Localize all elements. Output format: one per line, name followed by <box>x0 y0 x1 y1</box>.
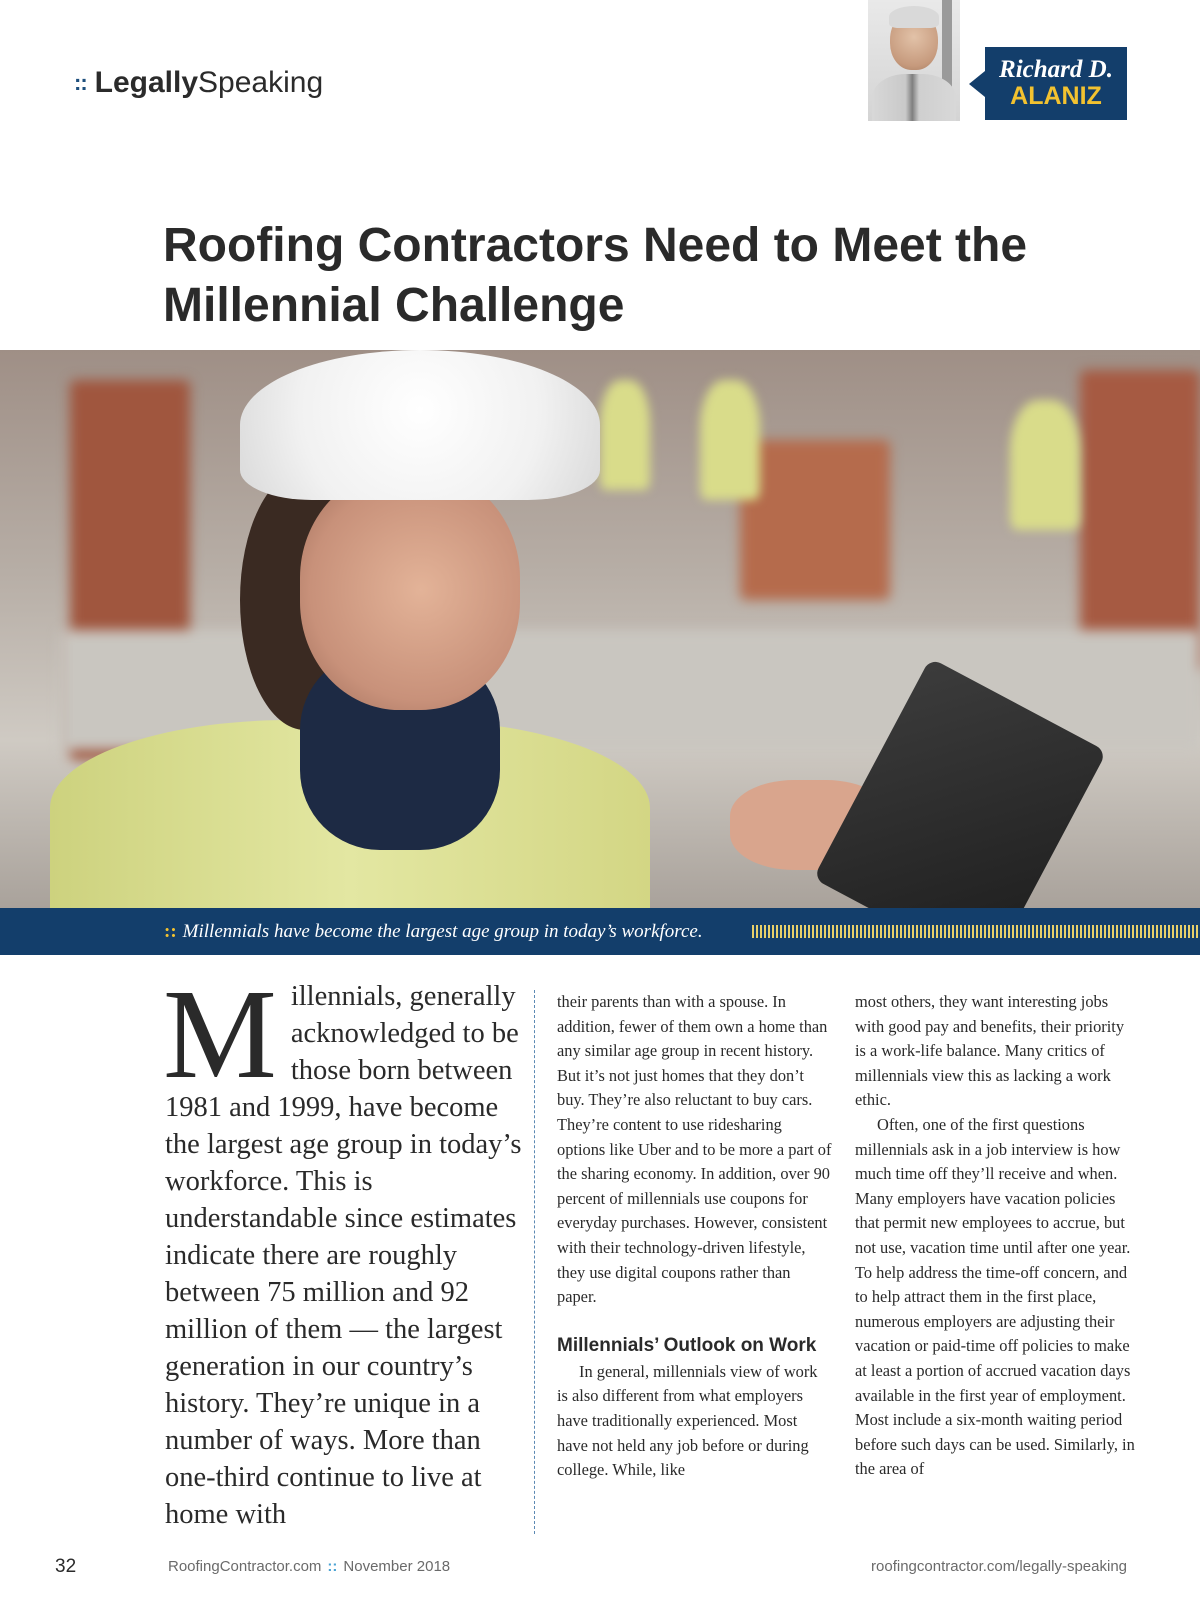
body-column-3 <box>855 990 1135 1482</box>
footer-dots-icon: :: <box>327 1558 338 1575</box>
paragraph: their parents than with a spouse. In addition, fewer of them own a home than any similar age group in recent history. But it’s not just homes that they don’t buy. They’re also reluctant to buy cars. They’re content to use ridesharing options like Uber and to be more a part of the sharing economy. In addition, over 90 percent of millennials use coupons for everyday purchases. However, consistent with their technology-driven lifestyle, they use digital coupons rather than paper. <box>557 992 832 1307</box>
photo-caption <box>164 921 703 943</box>
page-number: 32 <box>55 1556 77 1577</box>
column-divider <box>534 990 535 1534</box>
photo-caption-text: Millennials have become the largest age group in today’s workforce. <box>182 920 703 942</box>
author-last-name: ALANIZ <box>1010 82 1102 110</box>
paragraph: most others, they want interesting jobs with good pay and benefits, their priority is a work-life balance. Many critics of millennials view this as lacking a work ethic. <box>855 992 1125 1110</box>
intro-text: illennials, generally acknowledged to be those born between 1981 and 1999, have become the largest age group in today’s workforce. This is understandable since estimates indicate there are roughly between 75 million and 92 million of them — the largest generation in our country’s history. They’re unique in a number of ways. More than one-third continue to live at home with <box>165 981 522 1530</box>
caption-stripe-decoration <box>752 925 1200 938</box>
section-dots-icon: :: <box>74 70 87 95</box>
paragraph: Often, one of the first questions millennials ask in a job interview is how much time off they’ll receive and when. Many employers have vacation policies that permit new employees to accrue, but not use, vacation time until after one year. To help address the time-off concern, and to help attract them in the first place, numerous employers are adjusting their vacation or paid-time off policies to make at least a portion of accrued vacation days available in the first year of employment. Most include a six-month waiting period before such days can be used. Similarly, in the area of <box>855 1114 1135 1479</box>
section-name-regular: Speaking <box>198 66 324 99</box>
author-first-name: Richard D. <box>999 56 1113 83</box>
footer-url[interactable]: roofingcontractor.com/legally-speaking <box>871 1558 1127 1575</box>
author-photo <box>868 0 960 121</box>
hero-photo <box>0 350 1200 908</box>
photo-caption-bar <box>0 908 1200 955</box>
footer-site: RoofingContractor.com <box>168 1558 322 1575</box>
footer-issue: November 2018 <box>343 1558 451 1575</box>
body-column-1 <box>163 963 525 1533</box>
author-name-badge <box>985 47 1127 120</box>
caption-dots-icon: :: <box>164 920 177 942</box>
footer-publication <box>168 1558 450 1575</box>
section-tag <box>74 66 323 100</box>
section-name-bold: Legally <box>94 66 199 99</box>
section-subhead: Millennials’ Outlook on Work <box>557 1334 817 1356</box>
paragraph: In general, millennials view of work is also different from what employers have traditionally experienced. Most have not held any job before or during college. While, like <box>557 1361 818 1480</box>
page-footer <box>0 1556 1200 1586</box>
body-column-2 <box>557 990 832 1483</box>
article-headline: Roofing Contractors Need to Meet the Millennial Challenge <box>163 219 1028 332</box>
drop-cap: M <box>163 963 277 1105</box>
